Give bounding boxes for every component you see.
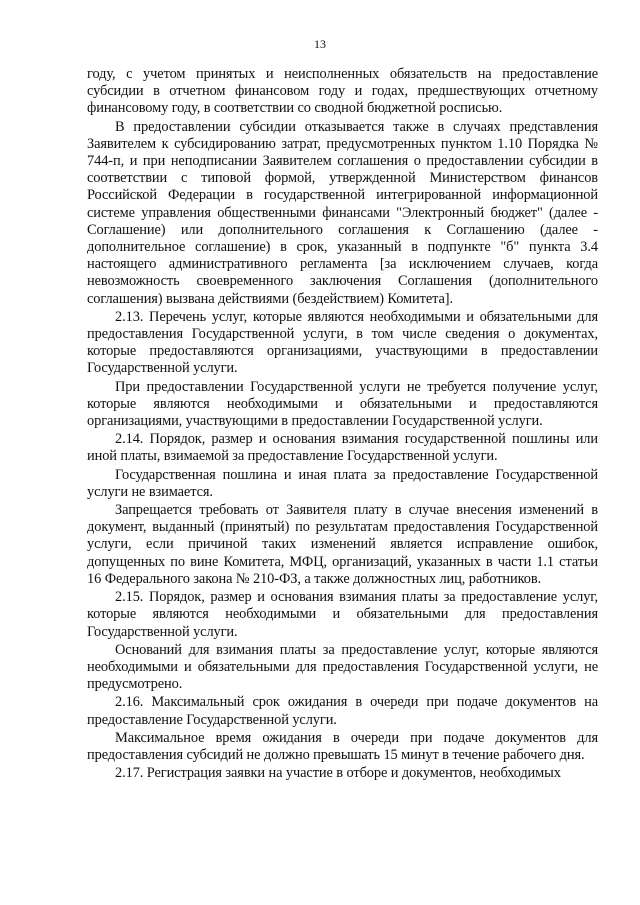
paragraph-section-2-17: 2.17. Регистрация заявки на участие в отборе и документов, необходимых [115,765,561,782]
page-number: 13 [314,37,326,51]
paragraph-no-grounds-for-fee: Оснований для взимания платы за предоставление услуг, которые являются необходимыми и обязательными для предоставления Государственной услуги, не предусмотрено. [87,641,598,693]
paragraph-max-wait-time: Максимальное время ожидания в очереди при подаче документов для предоставления субсидий не должно превышать 15 минут в течение рабочего дня. [87,729,598,763]
paragraph-refusal-cases: В предоставлении субсидии отказывается также в случаях представления Заявителем к субсидированию затрат, предусмотренных пунктом 1.10 Порядка № 744-п, и при неподписании Заявителем соглашения о предоставлении субсидии в соответствии с типовой формой, утвержденной Министерством финансов Российской Федерации в государственной интегрированной информационной системе управления общественными финансами "Электронный бюджет" (далее - Соглашение) или дополнительного соглашения к Соглашению (далее - дополнительное соглашение) в срок, указанный в подпункте "б" пункта 3.4 настоящего административного регламента [за исключением случаев, когда невозможность своевременного заключения Соглашения (дополнительного соглашения) вызвана действиями (бездействием) Комитета]. [87,118,598,307]
paragraph-section-2-13: 2.13. Перечень услуг, которые являются необходимыми и обязательными для предоставления Государственной услуги, в том числе сведения о документах, которые предоставляются организациями, участвующими в предоставлении Государственной услуги. [87,308,598,377]
paragraph-continuation: году, с учетом принятых и неисполненных обязательств на предоставление субсидии в отчетном финансовом году и годах, предшествующих отчетному финансовому году, в соответствии со сводной бюджетной росписью. [87,66,598,117]
paragraph-section-2-16: 2.16. Максимальный срок ожидания в очереди при подаче документов на предоставление Государственной услуги. [87,694,598,728]
paragraph-section-2-14: 2.14. Порядок, размер и основания взимания государственной пошлины или иной платы, взимаемой за предоставление Государственной услуги. [87,431,598,465]
paragraph-fee-prohibition: Запрещается требовать от Заявителя плату в случае внесения изменений в документ, выданный (принятый) по результатам предоставления Государственной услуги, если причиной таких изменений является исправление ошибок, допущенных по вине Комитета, МФЦ, организаций, указанных в части 1.1 статьи 16 Федерального закона № 210-ФЗ, а также должностных лиц, работников. [87,502,598,587]
document-body [87,66,598,783]
paragraph-no-services-required: При предоставлении Государственной услуги не требуется получение услуг, которые являются необходимыми и обязательными и предоставляются организациями, участвующими в предоставлении Государственной услуги. [87,378,598,430]
paragraph-section-2-15: 2.15. Порядок, размер и основания взимания платы за предоставление услуг, которые являются необходимыми и обязательными для предоставления Государственной услуги. [87,589,598,640]
paragraph-no-fee: Государственная пошлина и иная плата за предоставление Государственной услуги не взимается. [87,466,598,500]
